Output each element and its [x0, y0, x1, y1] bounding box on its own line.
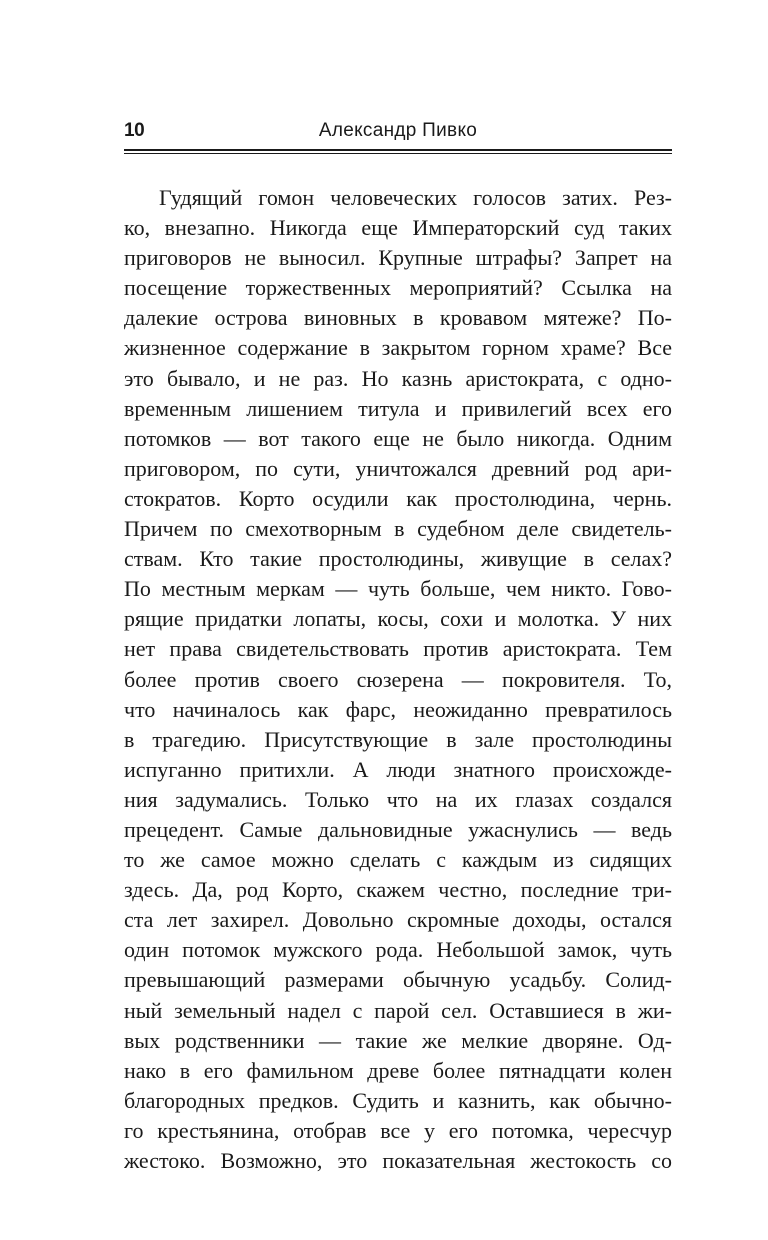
text-line: ния задумались. Только что на их глазах создался: [124, 786, 672, 812]
text-line: ствам. Кто такие простолюдины, живущие в селах?: [124, 546, 672, 572]
running-title: Александр Пивко: [318, 120, 478, 141]
text-line: благородных предков. Судить и казнить, как обычно-: [124, 1087, 672, 1113]
text-line: жестоко. Возможно, это показательная жестокость со: [124, 1148, 672, 1173]
header-rule-thin: [124, 153, 672, 154]
text-line: превышающий размерами обычную усадьбу. Солид-: [124, 967, 672, 993]
text-line: потомков — вот такого еще не было никогда. Одним: [124, 425, 672, 451]
text-line: здесь. Да, род Корто, скажем честно, последние три-: [124, 877, 672, 903]
text-line: более против своего сюзерена — покровителя. То,: [124, 666, 672, 692]
text-line: временным лишением титула и привилегий всех его: [124, 395, 672, 421]
text-line: приговоров не выносил. Крупные штрафы? Запрет на: [124, 245, 672, 271]
text-line: Гудящий гомон человеческих голосов затих. Рез-: [159, 185, 672, 210]
text-line: вых родственники — такие же мелкие дворяне. Од-: [124, 1027, 672, 1053]
text-line: приговором, по сути, уничтожался древний род ари-: [124, 455, 672, 481]
text-line: ный земельный надел с парой сел. Оставшиеся в жи-: [124, 997, 672, 1023]
text-line: испуганно притихли. А люди знатного происхожде-: [124, 756, 672, 782]
text-line: ста лет захирел. Довольно скромные доходы, остался: [124, 907, 672, 933]
text-line: посещение торжественных мероприятий? Ссылка на: [124, 275, 672, 301]
text-line: жизненное содержание в закрытом горном храме? Все: [124, 335, 672, 361]
text-line: один потомок мужского рода. Небольшой замок, чуть: [124, 937, 672, 963]
text-line: что начиналось как фарс, неожиданно превратилось: [124, 696, 672, 722]
text-line: стократов. Корто осудили как простолюдина, чернь.: [124, 485, 672, 511]
text-line: Причем по смехотворным в судебном деле свидетель-: [124, 516, 672, 542]
text-line: то же самое можно сделать с каждым из сидящих: [124, 847, 672, 873]
text-line: прецедент. Самые дальновидные ужаснулись — ведь: [124, 816, 672, 842]
header-rule-thick: [124, 149, 672, 151]
text-line: ко, внезапно. Никогда еще Императорский суд таких: [124, 215, 672, 241]
text-line: далекие острова виновных в кровавом мятеже? По-: [124, 305, 672, 331]
text-line: это бывало, и не раз. Но казнь аристократа, с одно-: [124, 365, 672, 391]
page-number: 10: [124, 120, 145, 141]
body-text: [124, 183, 672, 1176]
text-line: По местным меркам — чуть больше, чем никто. Гово-: [124, 576, 672, 602]
running-head: [124, 120, 672, 144]
text-line: рящие придатки лопаты, косы, сохи и молотка. У них: [124, 606, 672, 632]
text-line: нако в его фамильном древе более пятнадцати колен: [124, 1057, 672, 1083]
text-line: го крестьянина, отобрав все у его потомка, чересчур: [124, 1117, 672, 1143]
text-line: в трагедию. Присутствующие в зале простолюдины: [124, 726, 672, 752]
text-line: нет права свидетельствовать против аристократа. Тем: [124, 636, 672, 662]
